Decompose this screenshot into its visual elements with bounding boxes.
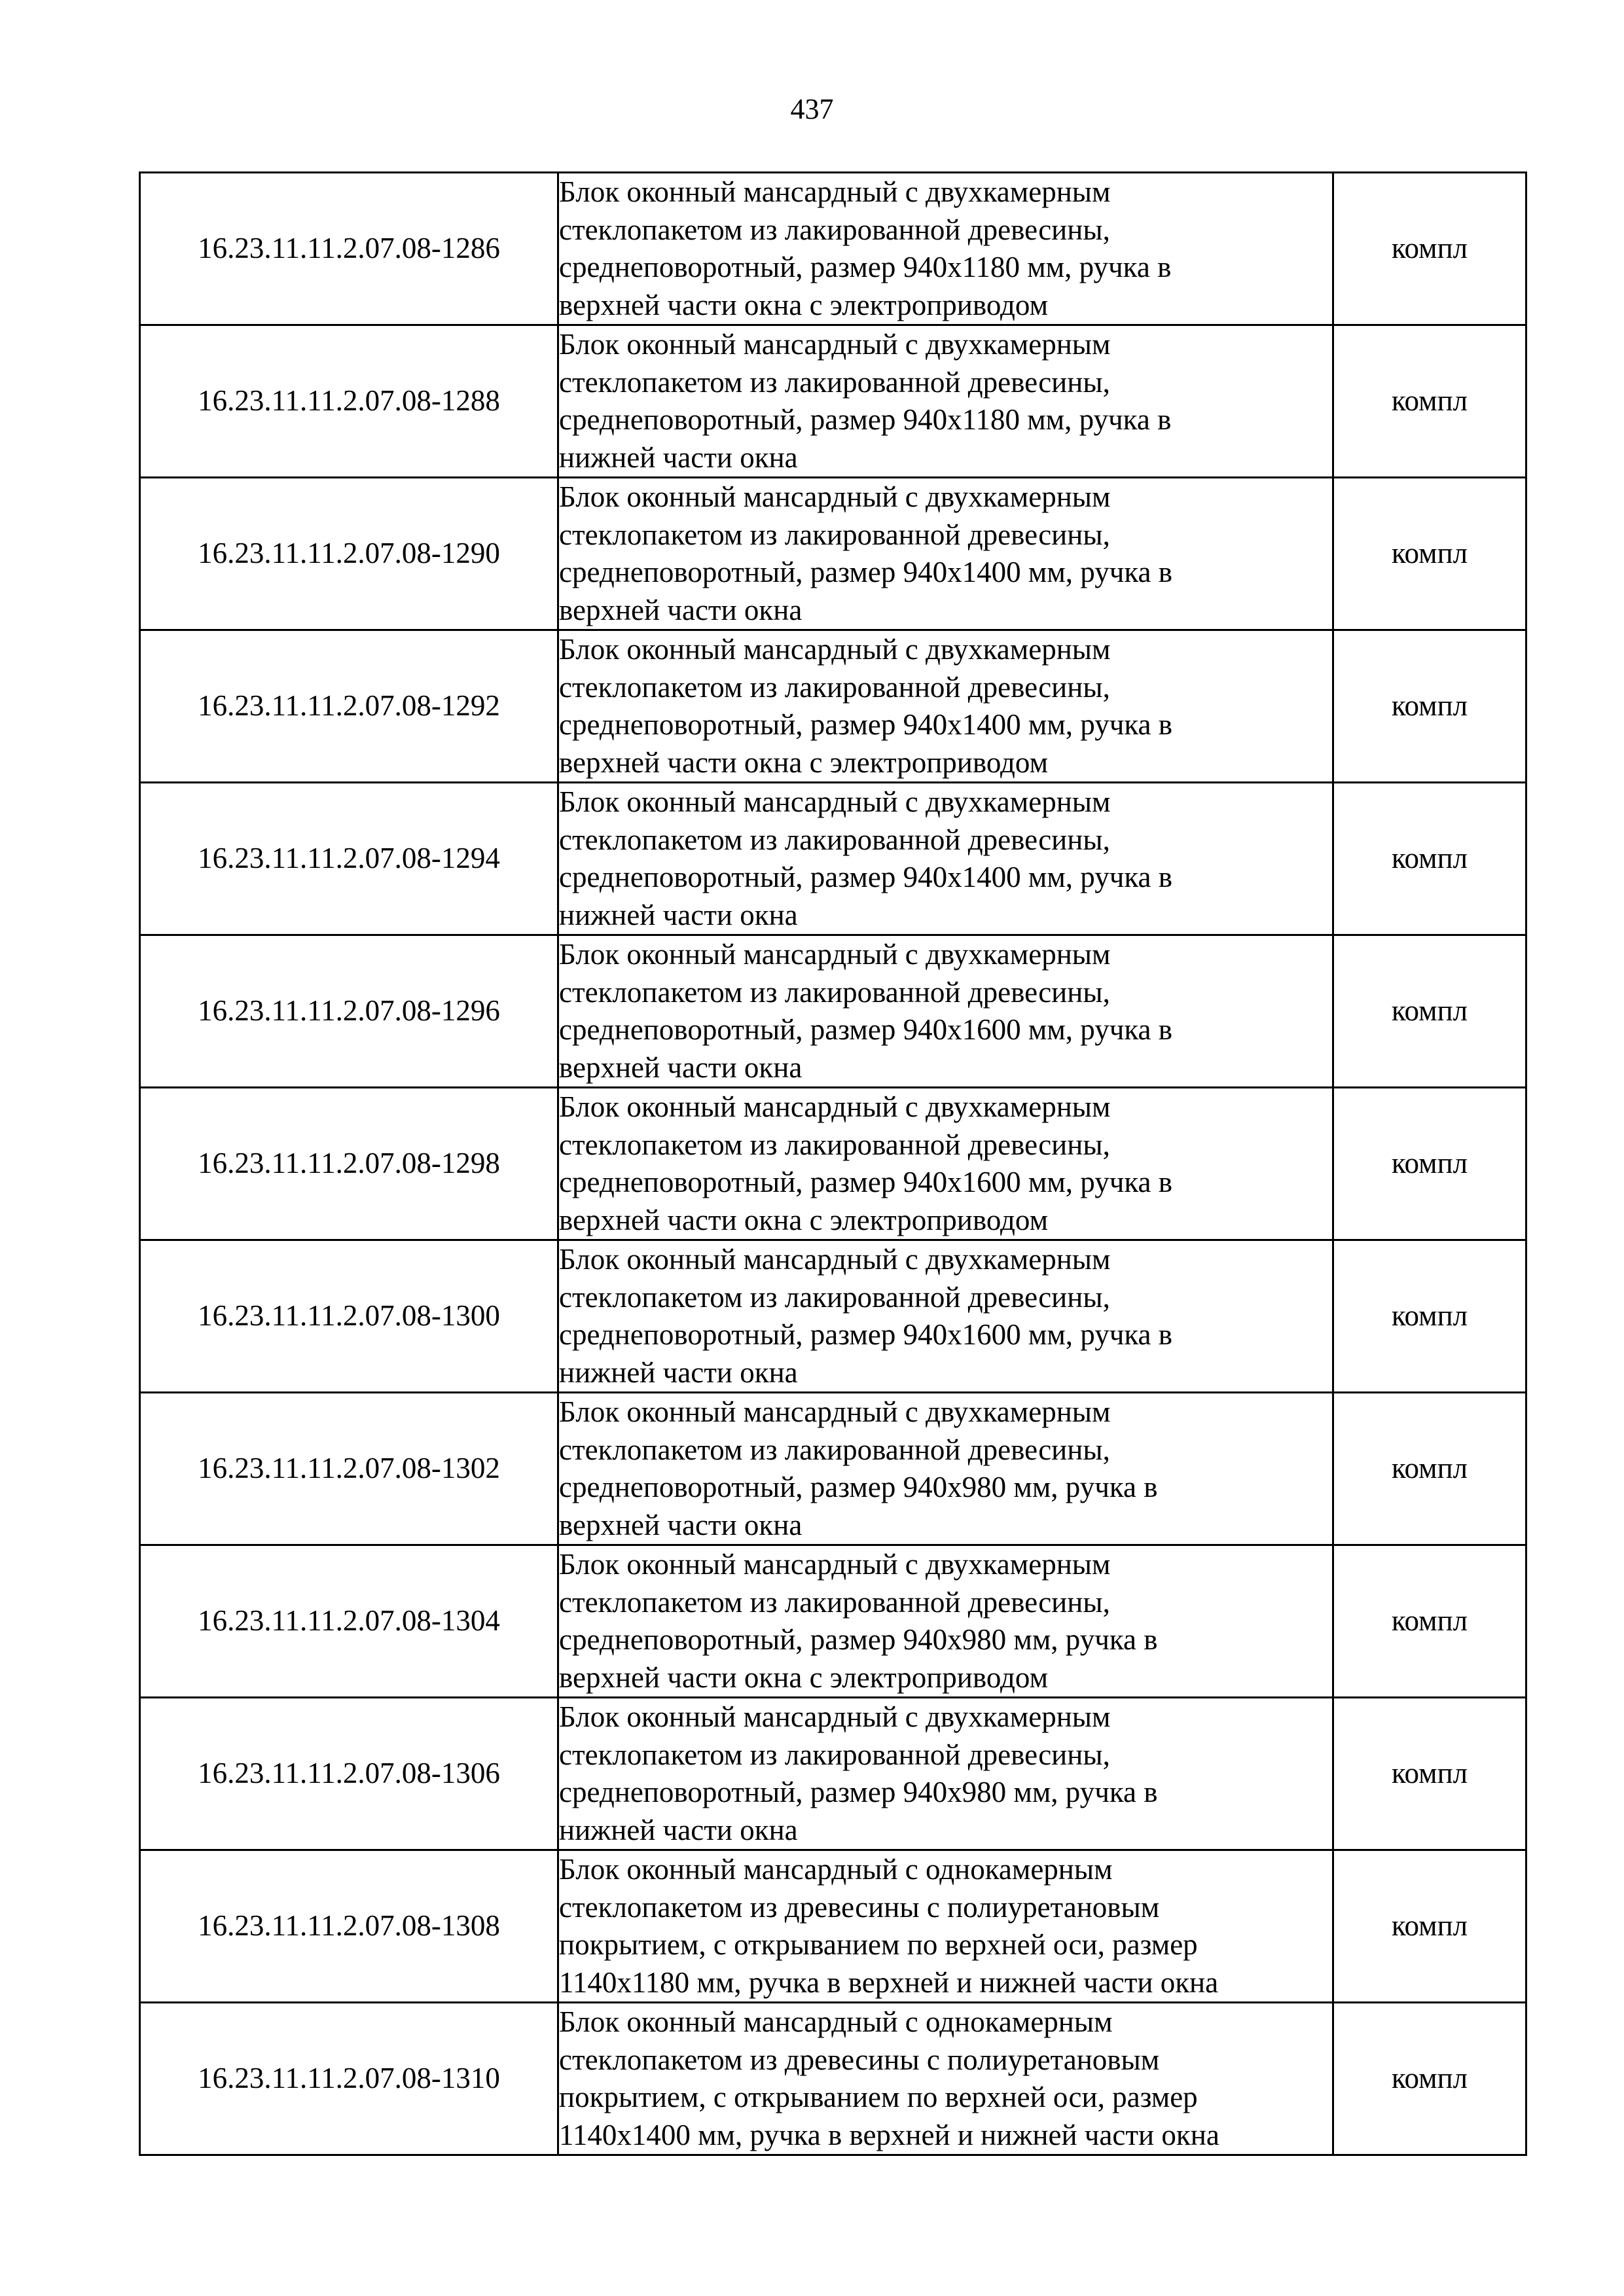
resource-description-cell: Блок оконный мансардный с двухкамерным стеклопакетом из лакированной древесины, среднеповоротный, размер 940х980 мм, ручка в верхней части окна с электроприводом xyxy=(558,1545,1333,1698)
table-row xyxy=(140,478,1526,630)
unit-cell: компл xyxy=(1333,783,1526,935)
resource-table xyxy=(139,171,1527,2156)
unit-cell: компл xyxy=(1333,173,1526,325)
table-row xyxy=(140,783,1526,935)
unit-cell: компл xyxy=(1333,1850,1526,2003)
unit-cell: компл xyxy=(1333,1698,1526,1850)
resource-code-cell: 16.23.11.11.2.07.08-1308 xyxy=(140,1850,558,2003)
resource-description-cell: Блок оконный мансардный с двухкамерным стеклопакетом из лакированной древесины, среднеповоротный, размер 940х1400 мм, ручка в верхней части окна xyxy=(558,478,1333,630)
table-row xyxy=(140,1850,1526,2003)
resource-code-cell: 16.23.11.11.2.07.08-1304 xyxy=(140,1545,558,1698)
resource-code-cell: 16.23.11.11.2.07.08-1296 xyxy=(140,935,558,1088)
table-row xyxy=(140,325,1526,478)
unit-cell: компл xyxy=(1333,1240,1526,1393)
resource-code-cell: 16.23.11.11.2.07.08-1302 xyxy=(140,1393,558,1545)
table-row xyxy=(140,935,1526,1088)
unit-cell: компл xyxy=(1333,1393,1526,1545)
unit-cell: компл xyxy=(1333,630,1526,783)
table-row xyxy=(140,1393,1526,1545)
table-body xyxy=(140,173,1526,2155)
resource-description-cell: Блок оконный мансардный с двухкамерным стеклопакетом из лакированной древесины, среднеповоротный, размер 940х980 мм, ручка в верхней части окна xyxy=(558,1393,1333,1545)
resource-description-cell: Блок оконный мансардный с двухкамерным стеклопакетом из лакированной древесины, среднеповоротный, размер 940х1180 мм, ручка в нижней части окна xyxy=(558,325,1333,478)
resource-code-cell: 16.23.11.11.2.07.08-1290 xyxy=(140,478,558,630)
resource-code-cell: 16.23.11.11.2.07.08-1288 xyxy=(140,325,558,478)
resource-code-cell: 16.23.11.11.2.07.08-1310 xyxy=(140,2003,558,2155)
resource-description-cell: Блок оконный мансардный с двухкамерным стеклопакетом из лакированной древесины, среднеповоротный, размер 940х1600 мм, ручка в верхней части окна с электроприводом xyxy=(558,1088,1333,1240)
resource-description-cell: Блок оконный мансардный с двухкамерным стеклопакетом из лакированной древесины, среднеповоротный, размер 940х1180 мм, ручка в верхней части окна с электроприводом xyxy=(558,173,1333,325)
unit-cell: компл xyxy=(1333,2003,1526,2155)
table-row xyxy=(140,1088,1526,1240)
resource-description-cell: Блок оконный мансардный с однокамерным стеклопакетом из древесины с полиуретановым покрытием, с открыванием по верхней оси, размер 1140х1180 мм, ручка в верхней и нижней части окна xyxy=(558,1850,1333,2003)
resource-code-cell: 16.23.11.11.2.07.08-1306 xyxy=(140,1698,558,1850)
unit-cell: компл xyxy=(1333,478,1526,630)
resource-description-cell: Блок оконный мансардный с двухкамерным стеклопакетом из лакированной древесины, среднеповоротный, размер 940х1400 мм, ручка в нижней части окна xyxy=(558,783,1333,935)
resource-code-cell: 16.23.11.11.2.07.08-1294 xyxy=(140,783,558,935)
unit-cell: компл xyxy=(1333,1545,1526,1698)
table-row xyxy=(140,173,1526,325)
unit-cell: компл xyxy=(1333,325,1526,478)
resource-code-cell: 16.23.11.11.2.07.08-1298 xyxy=(140,1088,558,1240)
table-row xyxy=(140,1240,1526,1393)
resource-description-cell: Блок оконный мансардный с двухкамерным стеклопакетом из лакированной древесины, среднеповоротный, размер 940х980 мм, ручка в нижней части окна xyxy=(558,1698,1333,1850)
table-row xyxy=(140,1545,1526,1698)
table-row xyxy=(140,1698,1526,1850)
unit-cell: компл xyxy=(1333,1088,1526,1240)
resource-description-cell: Блок оконный мансардный с двухкамерным стеклопакетом из лакированной древесины, среднеповоротный, размер 940х1600 мм, ручка в нижней части окна xyxy=(558,1240,1333,1393)
table-row xyxy=(140,2003,1526,2155)
resource-description-cell: Блок оконный мансардный с однокамерным стеклопакетом из древесины с полиуретановым покрытием, с открыванием по верхней оси, размер 1140х1400 мм, ручка в верхней и нижней части окна xyxy=(558,2003,1333,2155)
unit-cell: компл xyxy=(1333,935,1526,1088)
resource-code-cell: 16.23.11.11.2.07.08-1286 xyxy=(140,173,558,325)
resource-code-cell: 16.23.11.11.2.07.08-1300 xyxy=(140,1240,558,1393)
resource-description-cell: Блок оконный мансардный с двухкамерным стеклопакетом из лакированной древесины, среднеповоротный, размер 940х1400 мм, ручка в верхней части окна с электроприводом xyxy=(558,630,1333,783)
resource-description-cell: Блок оконный мансардный с двухкамерным стеклопакетом из лакированной древесины, среднеповоротный, размер 940х1600 мм, ручка в верхней части окна xyxy=(558,935,1333,1088)
table-row xyxy=(140,630,1526,783)
resource-code-cell: 16.23.11.11.2.07.08-1292 xyxy=(140,630,558,783)
page-number: 437 xyxy=(790,93,834,125)
